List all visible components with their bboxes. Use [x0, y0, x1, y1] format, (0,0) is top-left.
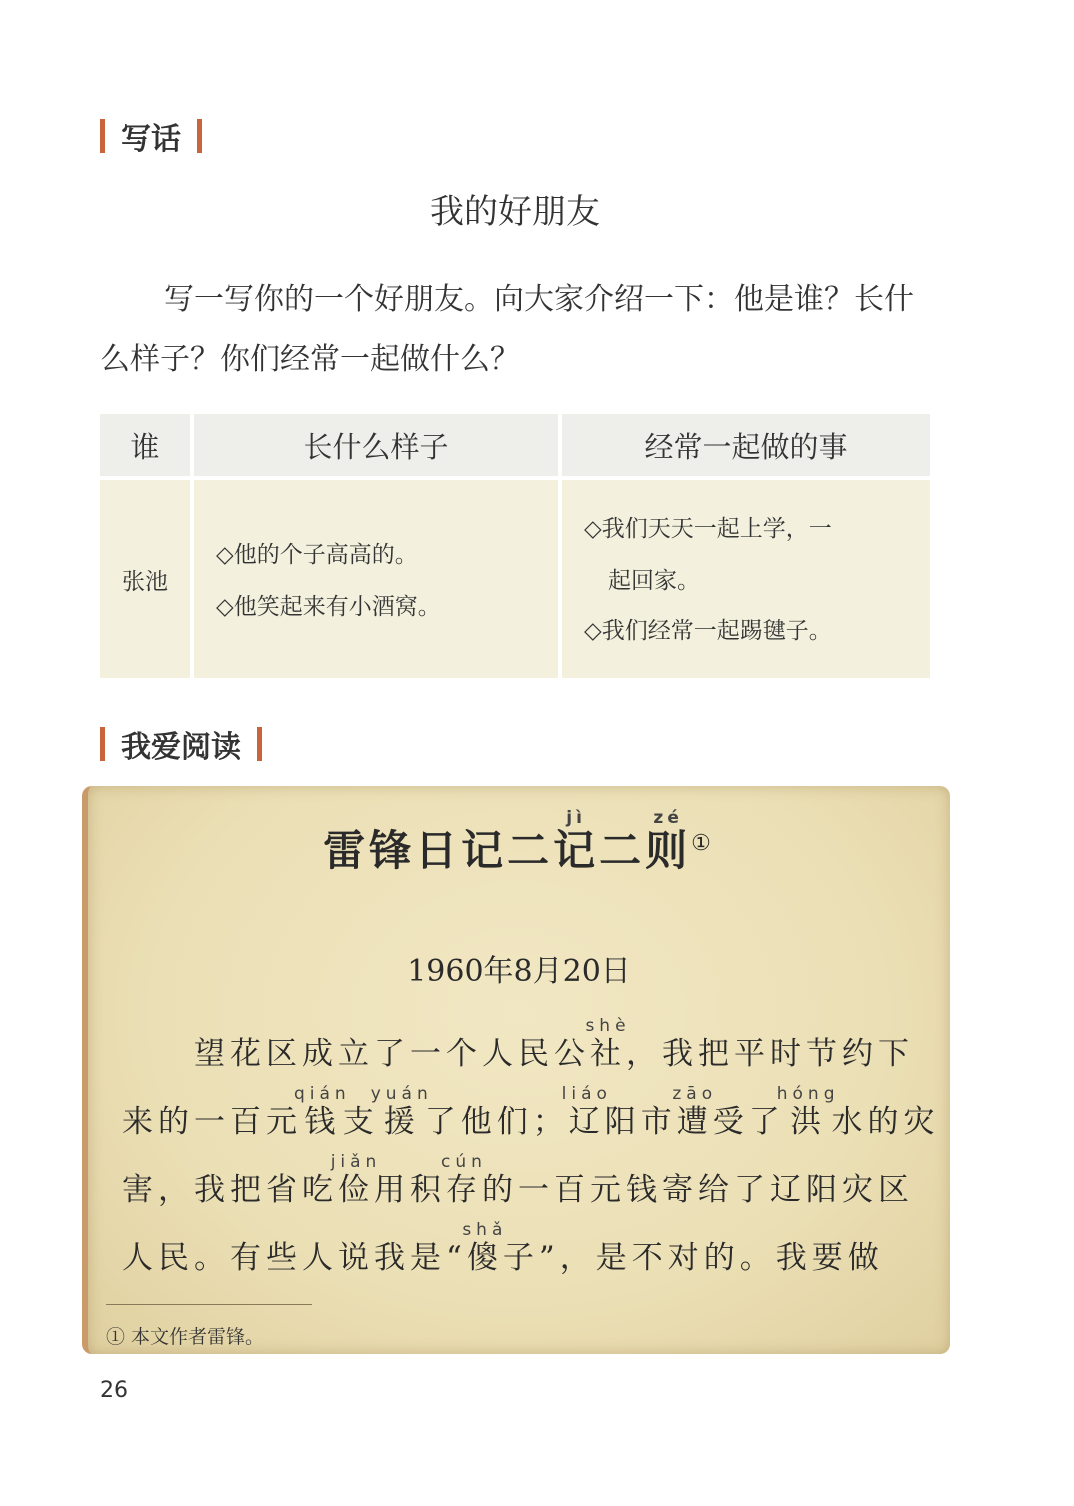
activity-item: ◇我们天天一起上学，一: [584, 516, 832, 542]
friend-table: [100, 414, 930, 678]
accent-bar-right: [257, 727, 262, 761]
footnote-divider: [106, 1304, 312, 1305]
activity-item: ◇我们经常一起踢毽子。: [584, 618, 832, 644]
accent-bar-left: [100, 119, 105, 153]
accent-bar-left: [100, 727, 105, 761]
table-cell-looks: [194, 480, 558, 678]
looks-item: ◇他笑起来有小酒窝。: [216, 594, 441, 620]
table-header-looks: 长什么样子: [194, 414, 558, 476]
story-title: 雷锋日记二记jì二则zé①: [323, 808, 715, 875]
section-header-reading: [100, 722, 262, 766]
story-line: 来的一百元钱qián支援yuán了他们；辽liáo阳市遭zāo受了洪hóng水的灾: [122, 1084, 940, 1140]
intro-paragraph: 写一写你的一个好朋友。向大家介绍一下：他是谁？长什么样子？你们经常一起做什么？: [100, 282, 914, 377]
story-line: 望花区成立了一个人民公社shè，我把平时节约下: [194, 1016, 914, 1072]
section-title-writing: 写话: [121, 122, 181, 157]
section-title-reading: 我爱阅读: [121, 730, 241, 765]
page-number: 26: [100, 1378, 128, 1403]
footnote-marker: ①: [691, 831, 715, 856]
table-header-activities: 经常一起做的事: [562, 414, 930, 476]
footnote: ① 本文作者雷锋。: [106, 1326, 265, 1348]
table-cell-activities: [562, 480, 930, 678]
story-line: 害，我把省吃俭jiǎn用积存cún的一百元钱寄给了辽阳灾区: [122, 1152, 914, 1208]
looks-item: ◇他的个子高高的。: [216, 542, 418, 568]
page-title: 我的好朋友: [430, 192, 600, 232]
reading-panel: [82, 786, 950, 1354]
activity-item: 起回家。: [608, 568, 700, 594]
accent-bar-right: [197, 119, 202, 153]
diary-date: 1960年8月20日: [407, 954, 631, 989]
table-cell-name: 张池: [100, 480, 190, 678]
section-header-writing: [100, 114, 202, 158]
story-line: 人民。有些人说我是“傻shǎ子”，是不对的。我要做: [122, 1220, 884, 1276]
table-header-who: 谁: [100, 414, 190, 476]
